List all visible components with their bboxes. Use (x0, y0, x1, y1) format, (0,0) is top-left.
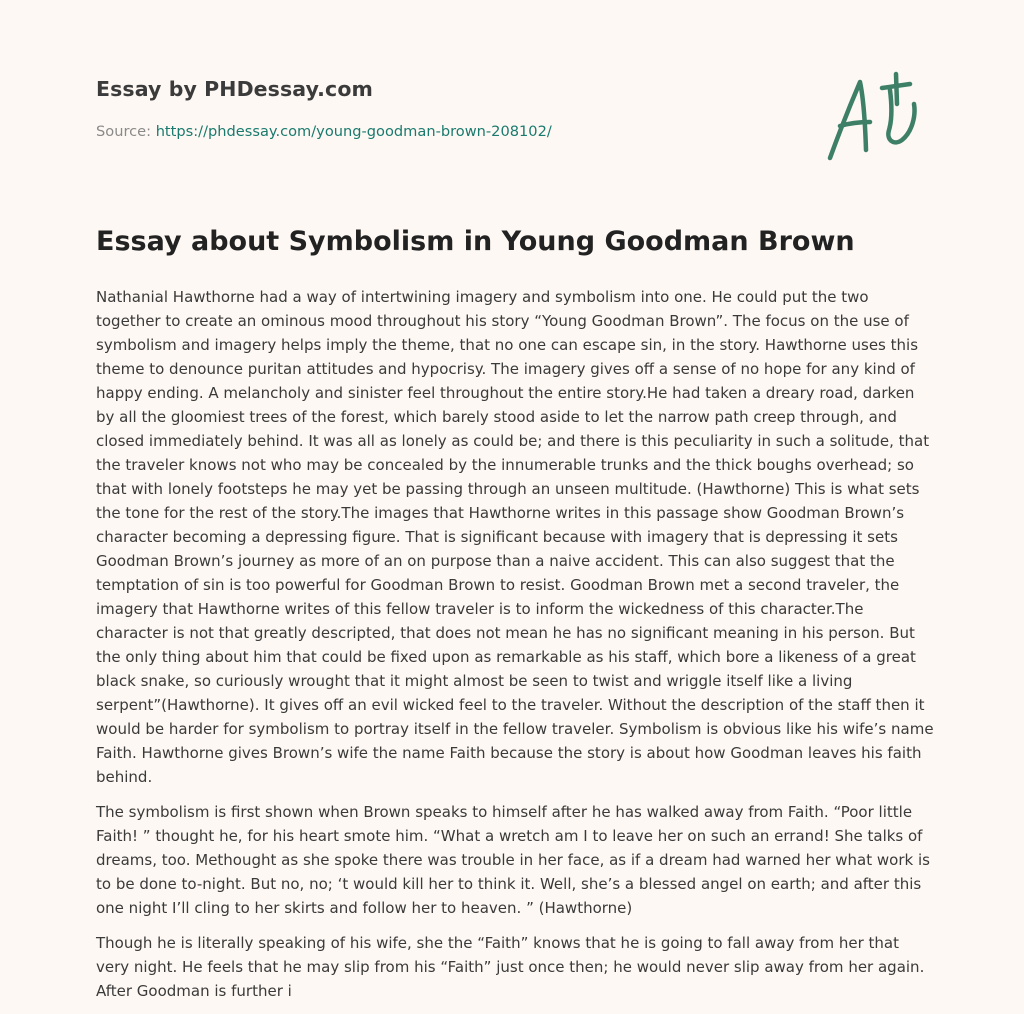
source-line (96, 123, 552, 140)
essay-paragraph: The symbolism is first shown when Brown speaks to himself after he has walked away from Faith. “Poor little Faith! ” thought he, for his heart smote him. “What a wretch am I to leave her on such an errand! She talks of dreams, too. Methought as she spoke there was trouble in her face, as if a dream had warned her what work is to be done to-night. But no, no; ‘t would kill her to think it. Well, she’s a blessed angel on earth; and after this one night I’ll cling to her skirts and follow her to heaven. ” (Hawthorne) (96, 803, 930, 917)
essay-title: Essay about Symbolism in Young Goodman Brown (96, 226, 855, 257)
a-plus-grade-logo-icon (826, 70, 926, 162)
essay-paragraph: Nathanial Hawthorne had a way of intertwining imagery and symbolism into one. He could put the two together to create an ominous mood throughout his story “Young Goodman Brown”. The focus on the use of symbolism and imagery helps imply the theme, that no one can escape sin, in the story. Hawthorne uses this theme to denounce puritan attitudes and hypocrisy. The imagery gives off a sense of no hope for any kind of happy ending. A melancholy and sinister feel throughout the entire story.He had taken a dreary road, darken by all the gloomiest trees of the forest, which barely stood aside to let the narrow path creep through, and closed immediately behind. It was all as lonely as could be; and there is this peculiarity in such a solitude, that the traveler knows not who may be concealed by the innumerable trunks and the thick boughs overhead; so that with lonely footsteps he may yet be passing through an unseen multitude. (Hawthorne) This is what sets the tone for the rest of the story.The images that Hawthorne writes in this passage show Goodman Brown’s character becoming a depressing figure. That is significant because with imagery that is depressing it sets Goodman Brown’s journey as more of an on purpose than a naive accident. This can also suggest that the temptation of sin is too powerful for Goodman Brown to resist. Goodman Brown met a second traveler, the imagery that Hawthorne writes of this fellow traveler is to inform the wickedness of this character.The character is not that greatly descripted, that does not mean he has no significant meaning in his person. But the only thing about him that could be fixed upon as remarkable as his staff, which bore a likeness of a great black snake, so curiously wrought that it might almost be seen to twist and wriggle itself like a living serpent”(Hawthorne). It gives off an evil wicked feel to the traveler. Without the description of the staff then it would be harder for symbolism to portray itself in the fellow traveler. Symbolism is obvious like his wife’s name Faith. Hawthorne gives Brown’s wife the name Faith because the story is about how Goodman leaves his faith behind. (96, 288, 934, 786)
site-brand-title: Essay by PHDessay.com (96, 77, 373, 101)
essay-body (96, 285, 934, 1014)
source-label: Source: (96, 123, 156, 140)
essay-paragraph: Though he is literally speaking of his wife, she the “Faith” knows that he is going to fall away from her that very night. He feels that he may slip from his “Faith” just once then; he would never slip away from her again. After Goodman is further i (96, 934, 925, 1000)
source-link[interactable]: https://phdessay.com/young-goodman-brown-208102/ (155, 123, 552, 140)
